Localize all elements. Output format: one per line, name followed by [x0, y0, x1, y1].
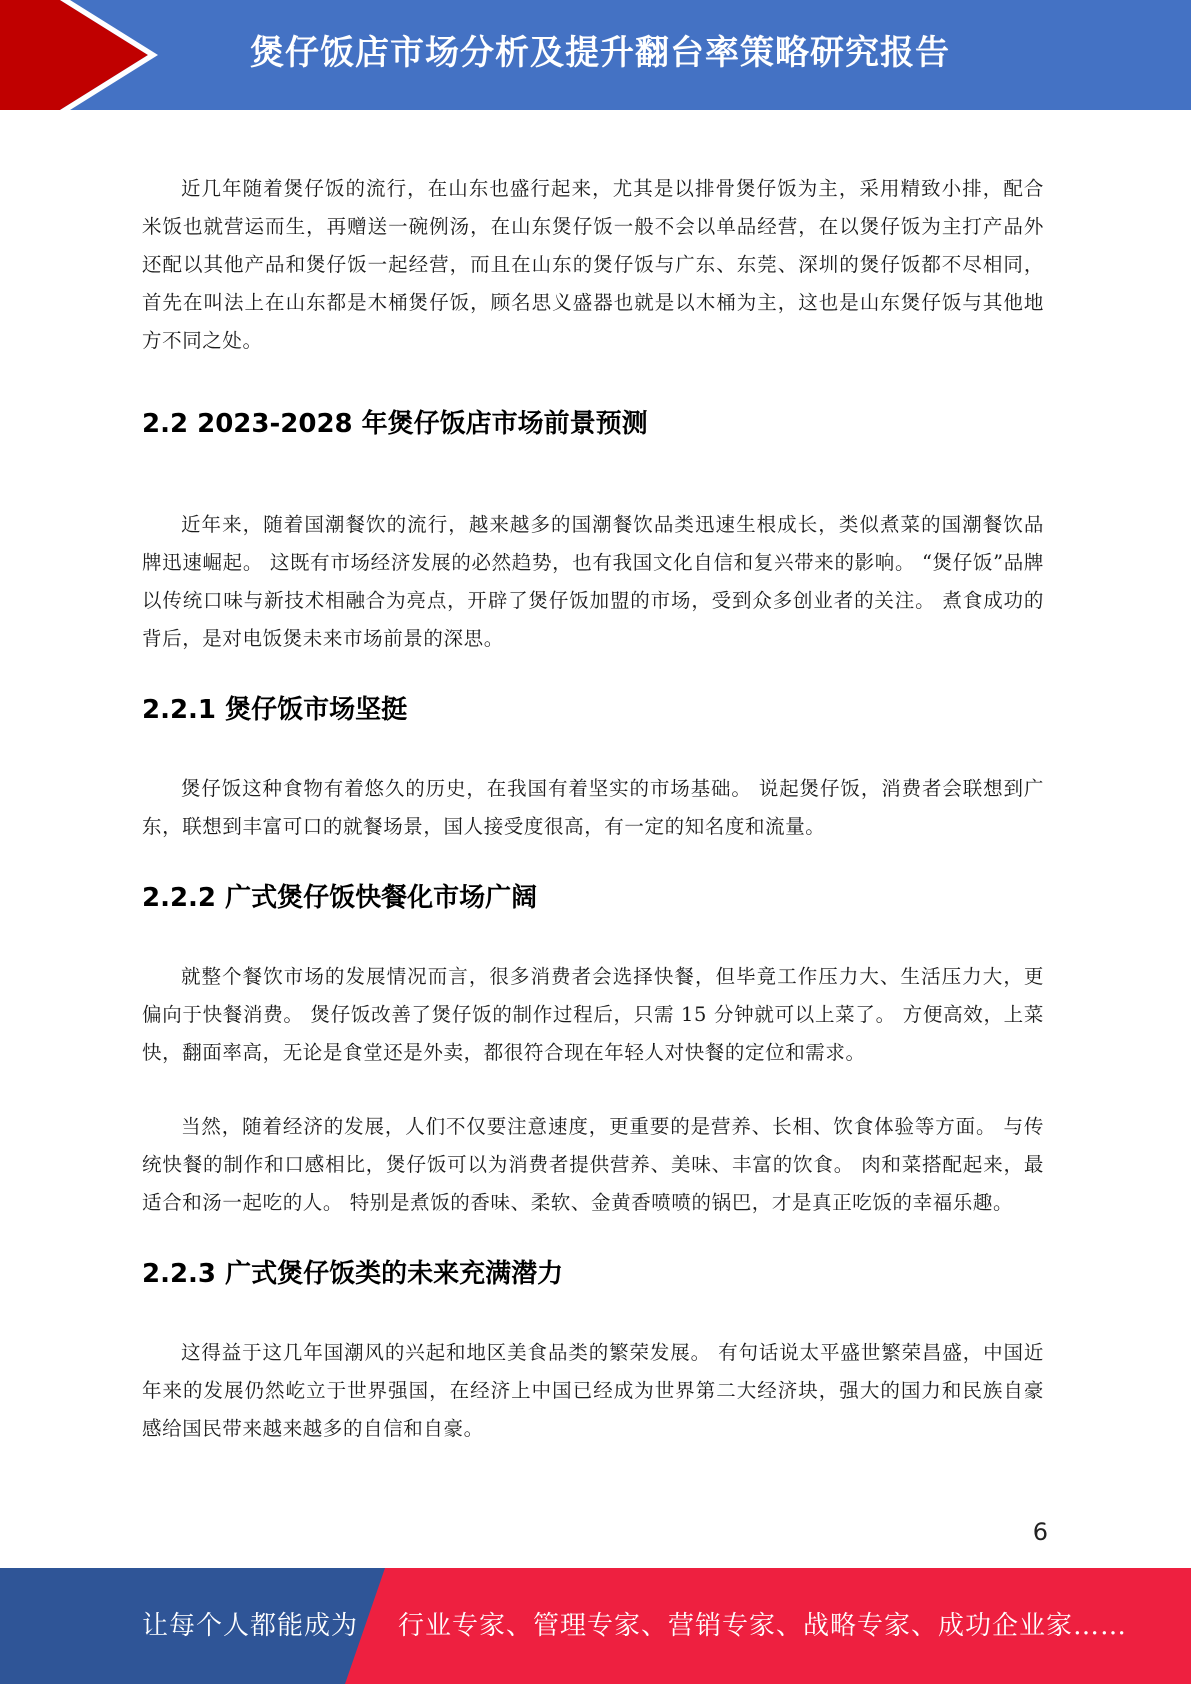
section-heading-2-2-1: 2.2.1 煲仔饭市场坚挺: [142, 695, 408, 725]
report-title: 煲仔饭店市场分析及提升翻台率策略研究报告: [250, 33, 950, 73]
page-number: 6: [1032, 1518, 1048, 1546]
page-header: [0, 0, 1191, 110]
section-2-2-3-paragraph: 这得益于这几年国潮风的兴起和地区美食品类的繁荣发展。 有句话说太平盛世繁荣昌盛，中国近年来的发展仍然屹立于世界强国，在经济上中国已经成为世界第二大经济块，强大的国力和民族自豪感给国民带来越来越多的自信和自豪。: [142, 1341, 1044, 1440]
footer-slogan-right: 行业专家、管理专家、营销专家、战略专家、成功企业家……: [398, 1611, 1128, 1641]
main-content: [142, 170, 1044, 1448]
section-heading-2-2-2: 2.2.2 广式煲仔饭快餐化市场广阔: [142, 883, 538, 913]
footer-slogan-left: 让每个人都能成为: [142, 1611, 359, 1641]
section-heading-2-2-3: 2.2.3 广式煲仔饭类的未来充满潜力: [142, 1259, 564, 1289]
section-2-2-2-paragraph-a: 就整个餐饮市场的发展情况而言，很多消费者会选择快餐，但毕竟工作压力大、生活压力大，更偏向于快餐消费。 煲仔饭改善了煲仔饭的制作过程后，只需 15 分钟就可以上菜了。 方便高效，上菜快，翻面率高，无论是食堂还是外卖，都很符合现在年轻人对快餐的定位和需求。: [142, 965, 1044, 1064]
page-footer: [0, 1568, 1191, 1684]
intro-paragraph: 近几年随着煲仔饭的流行，在山东也盛行起来，尤其是以排骨煲仔饭为主，采用精致小排，配合米饭也就营运而生，再赠送一碗例汤，在山东煲仔饭一般不会以单品经营，在以煲仔饭为主打产品外还配以其他产品和煲仔饭一起经营，而且在山东的煲仔饭与广东、东莞、深圳的煲仔饭都不尽相同，首先在叫法上在山东都是木桶煲仔饭，顾名思义盛器也就是以木桶为主，这也是山东煲仔饭与其他地方不同之处。: [142, 177, 1044, 352]
section-2-2-1-paragraph: 煲仔饭这种食物有着悠久的历史，在我国有着坚实的市场基础。 说起煲仔饭，消费者会联想到广东，联想到丰富可口的就餐场景，国人接受度很高，有一定的知名度和流量。: [142, 777, 1044, 838]
section-2-2-paragraph: 近年来，随着国潮餐饮的流行，越来越多的国潮餐饮品类迅速生根成长，类似煮菜的国潮餐饮品牌迅速崛起。 这既有市场经济发展的必然趋势，也有我国文化自信和复兴带来的影响。 “煲仔饭”品牌以传统口味与新技术相融合为亮点，开辟了煲仔饭加盟的市场，受到众多创业者的关注。 煮食成功的背后，是对电饭煲未来市场前景的深思。: [142, 513, 1044, 650]
section-2-2-2-paragraph-b: 当然，随着经济的发展，人们不仅要注意速度，更重要的是营养、长相、饮食体验等方面。 与传统快餐的制作和口感相比，煲仔饭可以为消费者提供营养、美味、丰富的饮食。 肉和菜搭配起来，最适合和汤一起吃的人。 特别是煮饭的香味、柔软、金黄香喷喷的锅巴，才是真正吃饭的幸福乐趣。: [142, 1115, 1044, 1214]
section-heading-2-2: 2.2 2023-2028 年煲仔饭店市场前景预测: [142, 409, 648, 439]
